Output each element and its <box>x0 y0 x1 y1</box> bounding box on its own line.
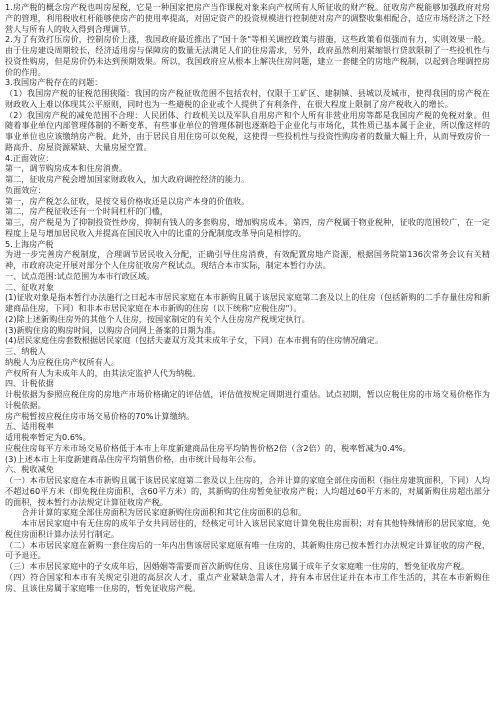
list-item: 第二，房产税征收还有一个时间杠杆的门槛， <box>5 206 168 217</box>
section-heading-negative: 负面效应： <box>5 184 46 195</box>
clause-item: 合并计算的家庭全部住房面积为居民家庭新购住房面积和其它住房面积的总和。 <box>21 507 307 518</box>
article-heading: 五、适用税率 <box>5 421 54 432</box>
paragraph-problem-exemption: （2）我国房产税的减免范围不合理：人民团体、行政机关以及军队自用房产和个人所有非营业用房等都是我国房产税的免税对象。但随着事业单位内部管理体制的不断变革，有些事业单位的管理体制也逐渐趋于企业化与市场化，其性质已基本属于企业，所以像这样的事业单位也应该缴纳房产税。此外，由于居民自用住房可以免税，这使得一些投机性与投资性购房者的数量大幅上升，从而导致房价一路高升、房屋资源紧缺、大量房屋空置。 <box>5 109 490 152</box>
paragraph-problem-scope: （1）我国房产税的征税范围狭隘：我国的房产税征收范围不包括农村，仅限于工矿区、建制镇、县城以及城市，使得我国的房产税在财政收入上难以体现其公平原则，同时也为一些避税的企业或个人提供了有利条件，在很大程度上限制了房产税收入的增长。 <box>5 88 490 109</box>
article-heading: 三、纳税人 <box>5 346 46 356</box>
list-item: 第一，房产税怎么征收，是按交易价格收还是以房产本身的价值收。 <box>5 195 250 206</box>
article-scope: 一、试点范围:试点范围为本市行政区域。 <box>5 270 155 281</box>
paragraph-background: 2.为了有效打压房价，控制房价上涨，我国政府最近推出了"国十条"等相关调控政策与措施，这些政策看似强而有力，实则效果一般。由于住房建设周期较长，经济适用房与保障房的数量无法满足人们的住房需求，另外，政府虽然利用紧缩银行贷款限制了一些投机性与投资性购房，但是房价仍未达到预期效果。所以，我国政府应从根本上解决住房问题，建立一套健全的房地产税制，以起到合理调控房价的作用。 <box>5 34 490 77</box>
clause-item: （四）符合国家和本市有关规定引进的高层次人才、重点产业紧缺急需人才，持有本市居住证并在本市工作生活的，其在本市新购住房、且该住房属于家庭唯一住房的，暂免征收房产税。 <box>5 571 490 593</box>
clause-item: （一）本市居民家庭在本市新购且属于该居民家庭第二套及以上住房的，合并计算的家庭全部住房面积（指住房建筑面积，下同）人均不超过60平方米（即免税住房面积，含60平方米）的，其新购的住房暂免征收房产税；人均超过60平方米的，对属新购住房超出部分的面积，按本暂行办法规定计算征收房产税。 <box>5 475 490 507</box>
article-heading: 四、计税依据 <box>5 378 54 389</box>
paragraph-shanghai-intro: 为进一步完善房产税制度，合理调节居民收入分配，正确引导住房消费，有效配置房地产资源，根据国务院第136次常务会议有关精神，市政府决定开展对部分个人住房征收房产税试点。现结合本市实际，制定本暂行办法。 <box>5 249 490 270</box>
clause-item: (4)居民家庭住房套数根据居民家庭（包括夫妻双方及其未成年子女，下同）在本市拥有的住房情况确定。 <box>5 335 384 346</box>
clause-item: 计税依据为参照应税住房的房地产市场价格确定的评估值，评估值按规定周期进行重估。试点初期，暂以应税住房的市场交易价格作为计税依据。 <box>5 389 490 410</box>
clause-item: (2)除上述新购住房外的其他个人住房，按国家制定的有关个人住房房产税规定执行。 <box>5 313 310 324</box>
clause-item: 本市居民家庭中有无住房的成年子女共同居住的，经核定可计入该居民家庭计算免税住房面积；对有其他特殊情形的居民家庭，免税住房面积计算办法另行制定。 <box>5 518 490 539</box>
article-heading: 二、征收对象 <box>5 281 54 292</box>
paragraph-definition: 1.房产税的概念房产税也叫房屋税，它是一种国家把房产当作课税对象来向产权所有人所征收的财产税。征收房产税能够加强政府对房产的管理，利用税收杠杆能够使房产的使用率提高，对固定资产的投资规模进行控制使对房产的调整收集相配合，适应市场经济之下经营人与所有人的收入得到合理调节。 <box>5 2 490 34</box>
list-item: 第二，征收房产税会增加国家财政收入，加大政府调控经济的能力。 <box>5 174 250 184</box>
section-heading-positive: 4.正面效应： <box>5 152 54 163</box>
clause-item: 适用税率暂定为0.6%。 <box>5 432 91 442</box>
clause-item: (1)征收对象是指本暂行办法施行之日起本市居民家庭在本市新购且属于该居民家庭第二套及以上的住房（包括新购的二手存量住房和新建商品住房，下同）和非本市居民家庭在本市新购的住房（以下统称"应税住房"）。 <box>5 292 490 313</box>
article-heading: 六、税收减免 <box>5 464 54 475</box>
clause-item: （三）本市居民家庭中的子女成年后，因婚姻等需要而首次新购住房、且该住房属于成年子女家庭唯一住房的，暂免征收房产税。 <box>5 561 470 571</box>
clause-item: （二）本市居民家庭在新购一套住房后的一年内出售该居民家庭原有唯一住房的，其新购住房已按本暂行办法规定计算征收的房产税，可予退还。 <box>5 539 490 561</box>
clause-item: 应税住房每平方米市场交易价格低于本市上年度新建商品住房平均销售价格2倍（含2倍）的，税率暂减为0.4%。 <box>5 442 411 453</box>
clause-item: 纳税人为应税住房产权所有人。 <box>5 356 120 367</box>
section-heading-shanghai: 5.上海房产税 <box>5 238 54 249</box>
clause-item: 产权所有人为未成年人的，由其法定监护人代为纳税。 <box>5 367 201 378</box>
list-item: 第三，房产税是为了抑制投资性炒房，抑制有钱人的多套购房，增加购房成本。第四，房产税属于物业税种，征收的范围较广，在一定程度上是与增加居民收入并提高在国民收入中的比重的分配制度改革导向是相悖的。 <box>5 217 490 238</box>
section-heading-problems: 3.我国房产税存在的问题： <box>5 77 103 88</box>
clause-item: (3)新购住房的购房时间，以购房合同网上备案的日期为准。 <box>5 324 221 335</box>
list-item: 第一，调节购房成本和住房消费。 <box>5 163 128 174</box>
clause-item: 房产税暂按应税住房市场交易价格的70%计算缴纳。 <box>5 410 195 421</box>
clause-item: (3)上述本市上年度新建商品住房平均销售价格，由市统计局每年公布。 <box>5 453 261 464</box>
